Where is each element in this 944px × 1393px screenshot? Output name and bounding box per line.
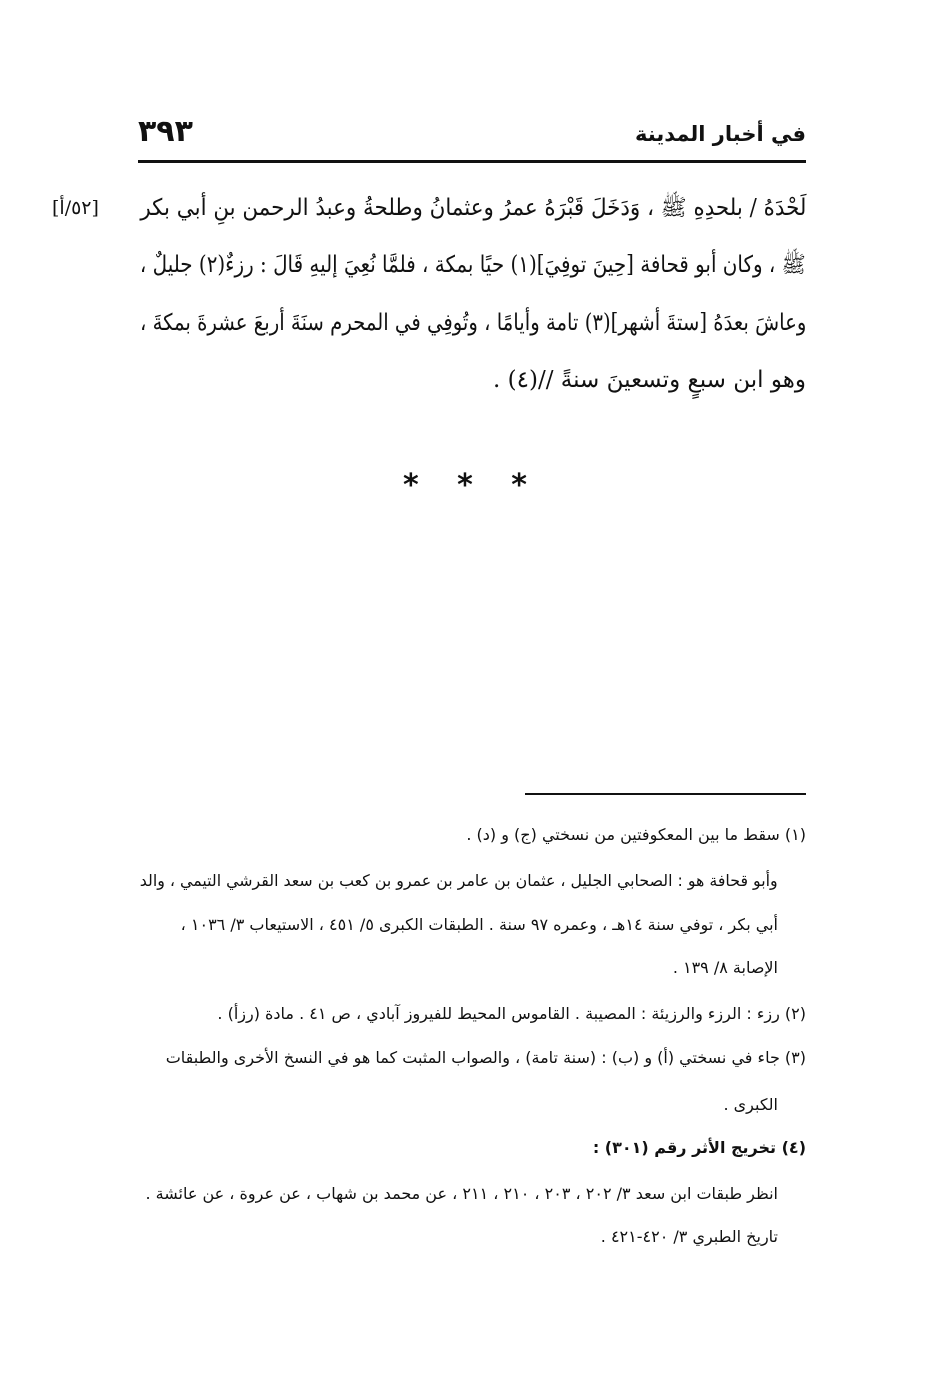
footnote-line: الإصابة ٨/ ١٣٩ .: [672, 958, 778, 977]
footnote-line: وأبو قحافة هو : الصحابي الجليل ، عثمان بن عامر بن عمرو بن كعب بن سعد القرشي التيمي ، والد: [140, 871, 778, 890]
page-number: ٣٩٣: [138, 114, 193, 149]
header-rule: [138, 160, 806, 163]
footnote-line: تاريخ الطبري ٣/ ٤٢٠-٤٢١ .: [600, 1227, 778, 1246]
footnote-line: انظر طبقات ابن سعد ٣/ ٢٠٢ ، ٢٠٣ ، ٢١٠ ، ٢١١ ، عن محمد بن شهاب ، عن عروة ، عن عائشة .: [145, 1184, 778, 1203]
running-header-title: في أخبار المدينة: [635, 122, 806, 146]
footnote-rule: [525, 793, 806, 795]
section-separator: * * *: [403, 468, 541, 503]
footnote-line: (٣) جاء في نسختي (أ) و (ب) : (سنة تامة) ، والصواب المثبت كما هو في النسخ الأخرى والطبقات: [165, 1048, 806, 1067]
footnote-line: (٢) رزء : الرزء والرزيئة : المصيبة . القاموس المحيط للفيروز آبادي ، ص ٤١ . مادة (رزأ) .: [217, 1004, 806, 1023]
footnote-line: أبي بكر ، توفي سنة ١٤هـ ، وعمره ٩٧ سنة . الطبقات الكبرى ٥/ ٤٥١ ، الاستيعاب ٣/ ١٠٣٦ ،: [180, 915, 778, 934]
footnote-line: (٤) تخريج الأثر رقم (٣٠١) :: [592, 1138, 806, 1157]
body-line: وهو ابن سبعٍ وتسعينَ سنةً //(٤) .: [493, 367, 806, 393]
body-line: ﷺ ، وكان أبو قحافة [حِينَ توفِيَ](١) حيًا بمكة ، فلمَّا نُعِيَ إليهِ قَالَ : رزءٌ(٢) جليلٌ ،: [140, 252, 806, 278]
footnote-line: الكبرى .: [723, 1095, 778, 1114]
footnote-line: (١) سقط ما بين المعكوفتين من نسختي (ج) و (د) .: [466, 825, 806, 844]
body-line: لَحْدَهُ / بلحدِهِ ﷺ ، وَدَخَلَ قَبْرَهُ عمرُ وعثمانُ وطلحةُ وعبدُ الرحمن بنِ أبي بكر: [139, 195, 806, 221]
body-line: وعاشَ بعدَهُ [ستةَ أشهر](٣) تامة وأيامًا ، وتُوفِي في المحرم سنَةَ أربعَ عشرةَ بمكةَ ،: [139, 310, 806, 336]
manuscript-folio-marker: [٥٢/أ]: [52, 197, 99, 219]
